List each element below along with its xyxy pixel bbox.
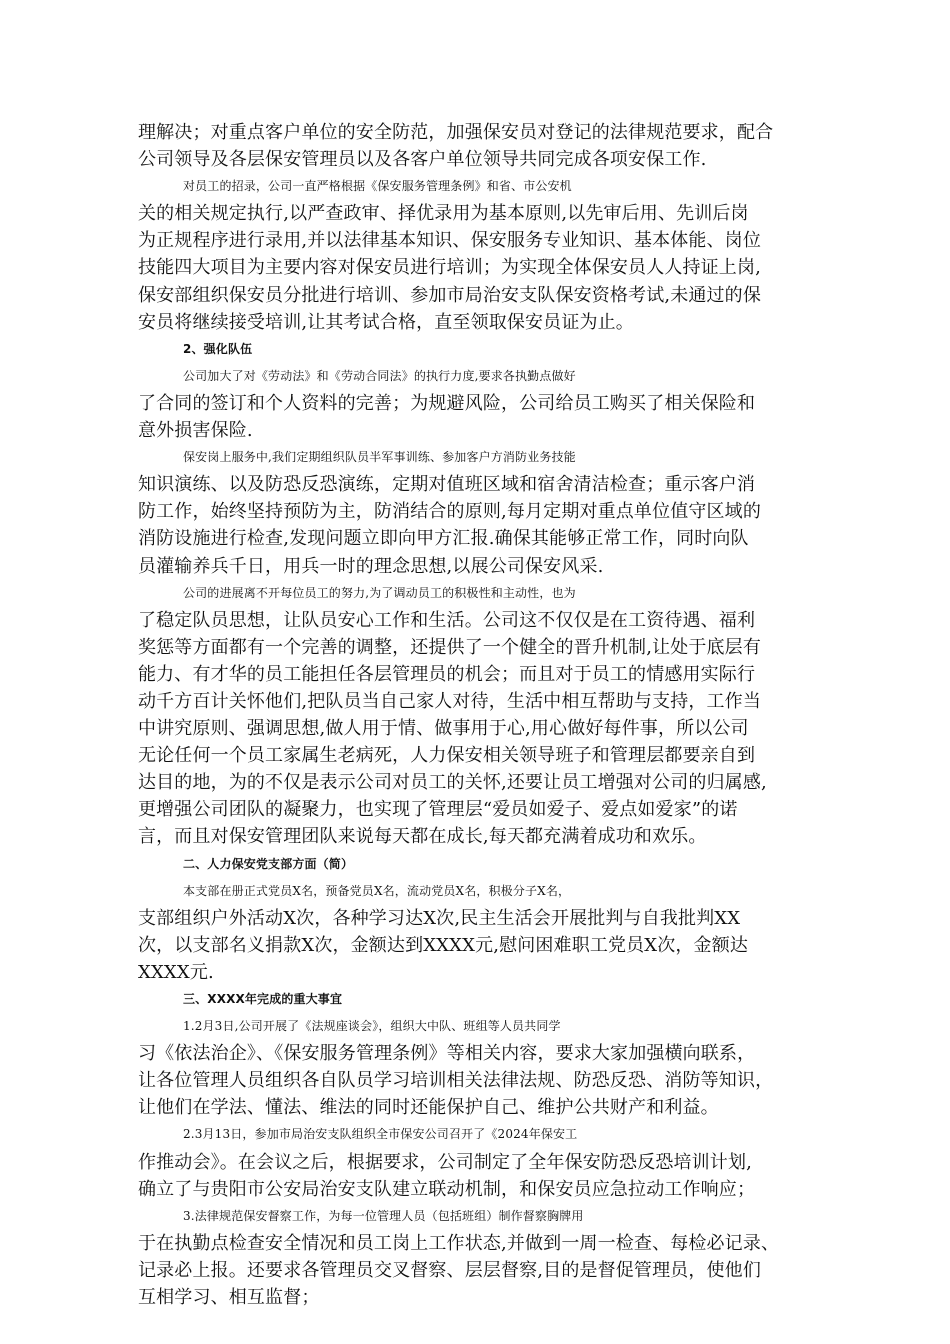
text-line: 3.法律规范保安督察工作，为每一位管理人员（包括班组）制作督察胸牌用 (183, 1208, 584, 1223)
text-line: 习《依法治企》、《保安服务管理条例》等相关内容，要求大家加强横向联系， (138, 1043, 756, 1065)
text-line: 让他们在学法、懂法、维法的同时还能保护自己、维护公共财产和利益。 (138, 1097, 719, 1119)
text-line: 作推动会》。在会议之后，根据要求，公司制定了全年保安防恐反恐培训计划, (138, 1151, 752, 1173)
text-line: 知识演练、以及防恐反恐演练，定期对值班区域和宿舍清洁检查；重示客户消 (138, 474, 756, 496)
text-line: 技能四大项目为主要内容对保安员进行培训；为实现全体保安员人人持证上岗, (138, 257, 761, 279)
text-line: 支部组织户外活动X次，各种学习达X次,民主生活会开展批判与自我批判XX (138, 907, 741, 929)
text-line: 员灌输养兵千日，用兵一时的理念思想,以展公司保安风采. (138, 555, 604, 577)
text-line: 确立了与贵阳市公安局治安支队建立联动机制，和保安员应急拉动工作响应； (138, 1178, 756, 1200)
document-body (138, 119, 810, 1311)
text-line: 动千方百计关怀他们,把队员当自己家人对待，生活中相互帮助与支持，工作当 (138, 690, 761, 712)
section-heading-line: 二、人力保安党支部方面（简） (183, 856, 354, 871)
text-line: 次，以支部名义捐款X次，金额达到XXXX元,慰问困难职工党员X次，金额达 (138, 934, 749, 956)
text-line: 达目的地，为的不仅是表示公司对员工的关怀,还要让员工增强对公司的归属感, (138, 772, 767, 794)
section-heading-line: 三、XXXX年完成的重大事宜 (183, 992, 343, 1006)
text-line: 保安部组织保安员分批进行培训、参加市局治安支队保安资格考试,未通过的保 (138, 284, 761, 306)
text-line: 于在执勤点检查安全情况和员工岗上工作状态,并做到一周一检查、每检必记录、 (138, 1232, 780, 1254)
text-line: 公司加大了对《劳动法》和《劳动合同法》的执行力度,要求各执勤点做好 (183, 368, 576, 383)
text-line: 言，而且对保安管理团队来说每天都在成长,每天都充满着成功和欢乐。 (138, 826, 707, 848)
text-line: 防工作，始终坚持预防为主，防消结合的原则,每月定期对重点单位值守区域的 (138, 501, 761, 523)
text-line: 意外损害保险. (138, 420, 253, 442)
text-line: 让各位管理人员组织各自队员学习培训相关法律法规、防恐反恐、消防等知识， (138, 1070, 774, 1092)
text-line: 消防设施进行检查,发现问题立即向甲方汇报.确保其能够正常工作，同时向队 (138, 528, 749, 550)
text-line: 了稳定队员思想，让队员安心工作和生活。公司这不仅仅是在工资待遇、福利 (138, 609, 756, 631)
text-line: 公司的进展离不开每位员工的努力,为了调动员工的积极性和主动性，也为 (183, 585, 576, 600)
text-line: 公司领导及各层保安管理员以及各客户单位领导共同完成各项安保工作. (138, 149, 707, 171)
text-line: 保安岗上服务中,我们定期组织队员半军事训练、参加客户方消防业务技能 (183, 450, 576, 465)
text-line: 关的相关规定执行,以严查政审、择优录用为基本原则,以先审后用、先训后岗 (138, 203, 749, 225)
text-line: 了合同的签订和个人资料的完善；为规避风险，公司给员工购买了相关保险和 (138, 392, 756, 414)
text-line: 为正规程序进行录用,并以法律基本知识、保安服务专业知识、基本体能、岗位 (138, 230, 761, 252)
text-line: 对员工的招录，公司一直严格根据《保安服务管理条例》和省、市公安机 (183, 179, 572, 194)
text-line: 能力、有才华的员工能担任各层管理员的机会；而且对于员工的情感用实际行 (138, 663, 756, 685)
text-line: 安员将继续接受培训,让其考试合格，直至领取保安员证为止。 (138, 311, 634, 333)
text-line: 理解决；对重点客户单位的安全防范，加强保安员对登记的法律规范要求，配合 (138, 122, 774, 143)
text-line: 中讲究原则、强调思想,做人用于情、做事用于心,用心做好每件事，所以公司 (138, 718, 749, 740)
section-heading-line: 2、强化队伍 (183, 341, 253, 356)
text-line: 1.2月3日,公司开展了《法规座谈会》，组织大中队、班组等人员共同学 (183, 1019, 561, 1034)
text-line: 无论任何一个员工家属生老病死，人力保安相关领导班子和管理层都要亲自到 (138, 745, 756, 767)
text-line: 本支部在册正式党员X名，预备党员X名，流动党员X名，积极分子X名， (183, 883, 571, 898)
text-line: 奖惩等方面都有一个完善的调整，还提供了一个健全的晋升机制,让处于底层有 (138, 636, 761, 658)
text-line: XXXX元. (138, 961, 214, 983)
text-line: 记录必上报。还要求各管理员交叉督察、层层督察,目的是督促管理员，使他们 (138, 1259, 761, 1281)
text-line: 互相学习、相互监督； (138, 1287, 320, 1309)
text-line: 2.3月13日，参加市局治安支队组织全市保安公司召开了《2024年保安工 (183, 1127, 578, 1142)
text-line: 更增强公司团队的凝聚力，也实现了管理层“爱员如爱子、爱点如爱家”的诺 (138, 799, 738, 821)
